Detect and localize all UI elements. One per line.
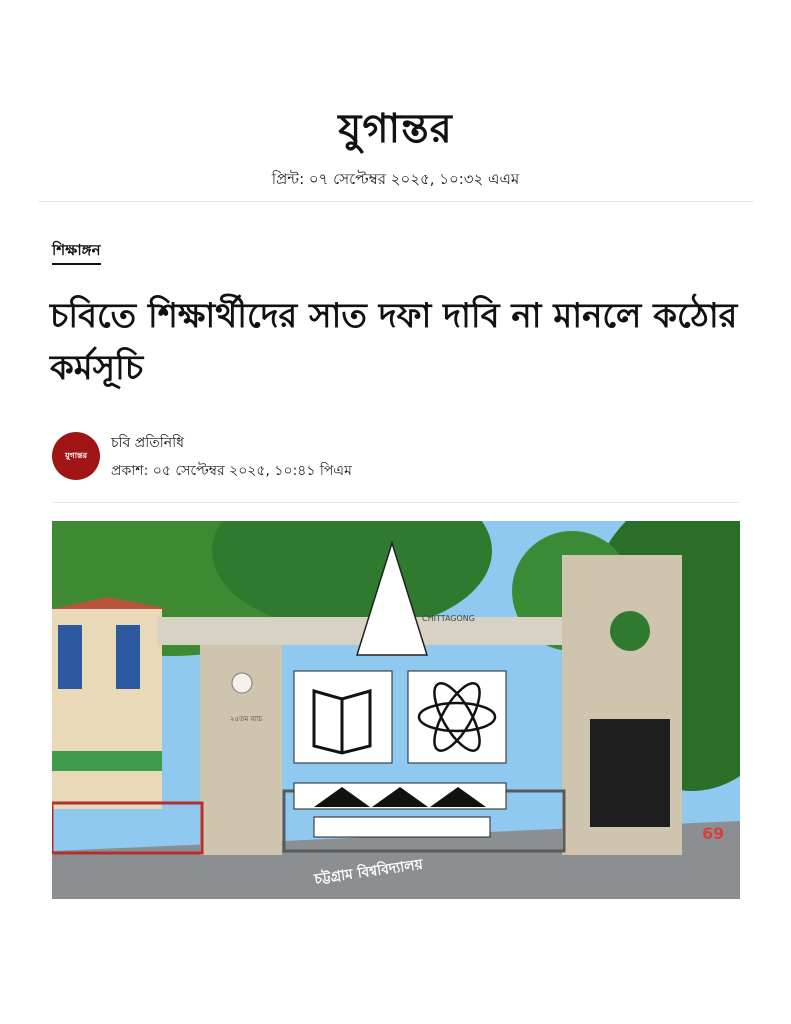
wall-number: 69	[702, 824, 725, 843]
pillar-opening	[610, 611, 650, 651]
published-date: প্রকাশ: ০৫ সেপ্টেম্বর ২০২৫, ১০:৪১ পিএম	[111, 463, 352, 479]
print-date: প্রিন্ট: ০৭ সেপ্টেম্বর ২০২৫, ১০:৩২ এএম	[271, 170, 520, 188]
clock	[232, 673, 252, 693]
masthead	[0, 105, 791, 153]
gate-plaque: ২৫তম ব্যাচ	[230, 715, 263, 723]
author-avatar: যুগান্তর	[52, 432, 100, 480]
article-photo[interactable]	[52, 521, 740, 899]
building-window	[116, 625, 140, 689]
gate-text: CHITTAGONG	[422, 614, 475, 623]
author-name[interactable]: চবি প্রতিনিধি	[111, 435, 184, 451]
article-headline: চবিতে শিক্ষার্থীদের সাত দফা দাবি না মানলে কঠোর কর্মসূচি	[50, 296, 738, 388]
emblem-waves-panel	[314, 817, 490, 837]
university-gate-image	[52, 521, 740, 899]
emblem-atom-panel	[408, 671, 506, 763]
site-logo[interactable]: যুগান্তর	[338, 105, 453, 152]
building-awning	[52, 751, 162, 771]
divider	[52, 502, 740, 503]
pillar-plaque	[590, 719, 670, 827]
divider	[38, 201, 754, 202]
building-window	[58, 625, 82, 689]
category-link[interactable]: শিক্ষাঙ্গন	[52, 240, 101, 265]
arch-text: চট্টগ্রাম বিশ্ববিদ্যালয়	[313, 856, 424, 888]
